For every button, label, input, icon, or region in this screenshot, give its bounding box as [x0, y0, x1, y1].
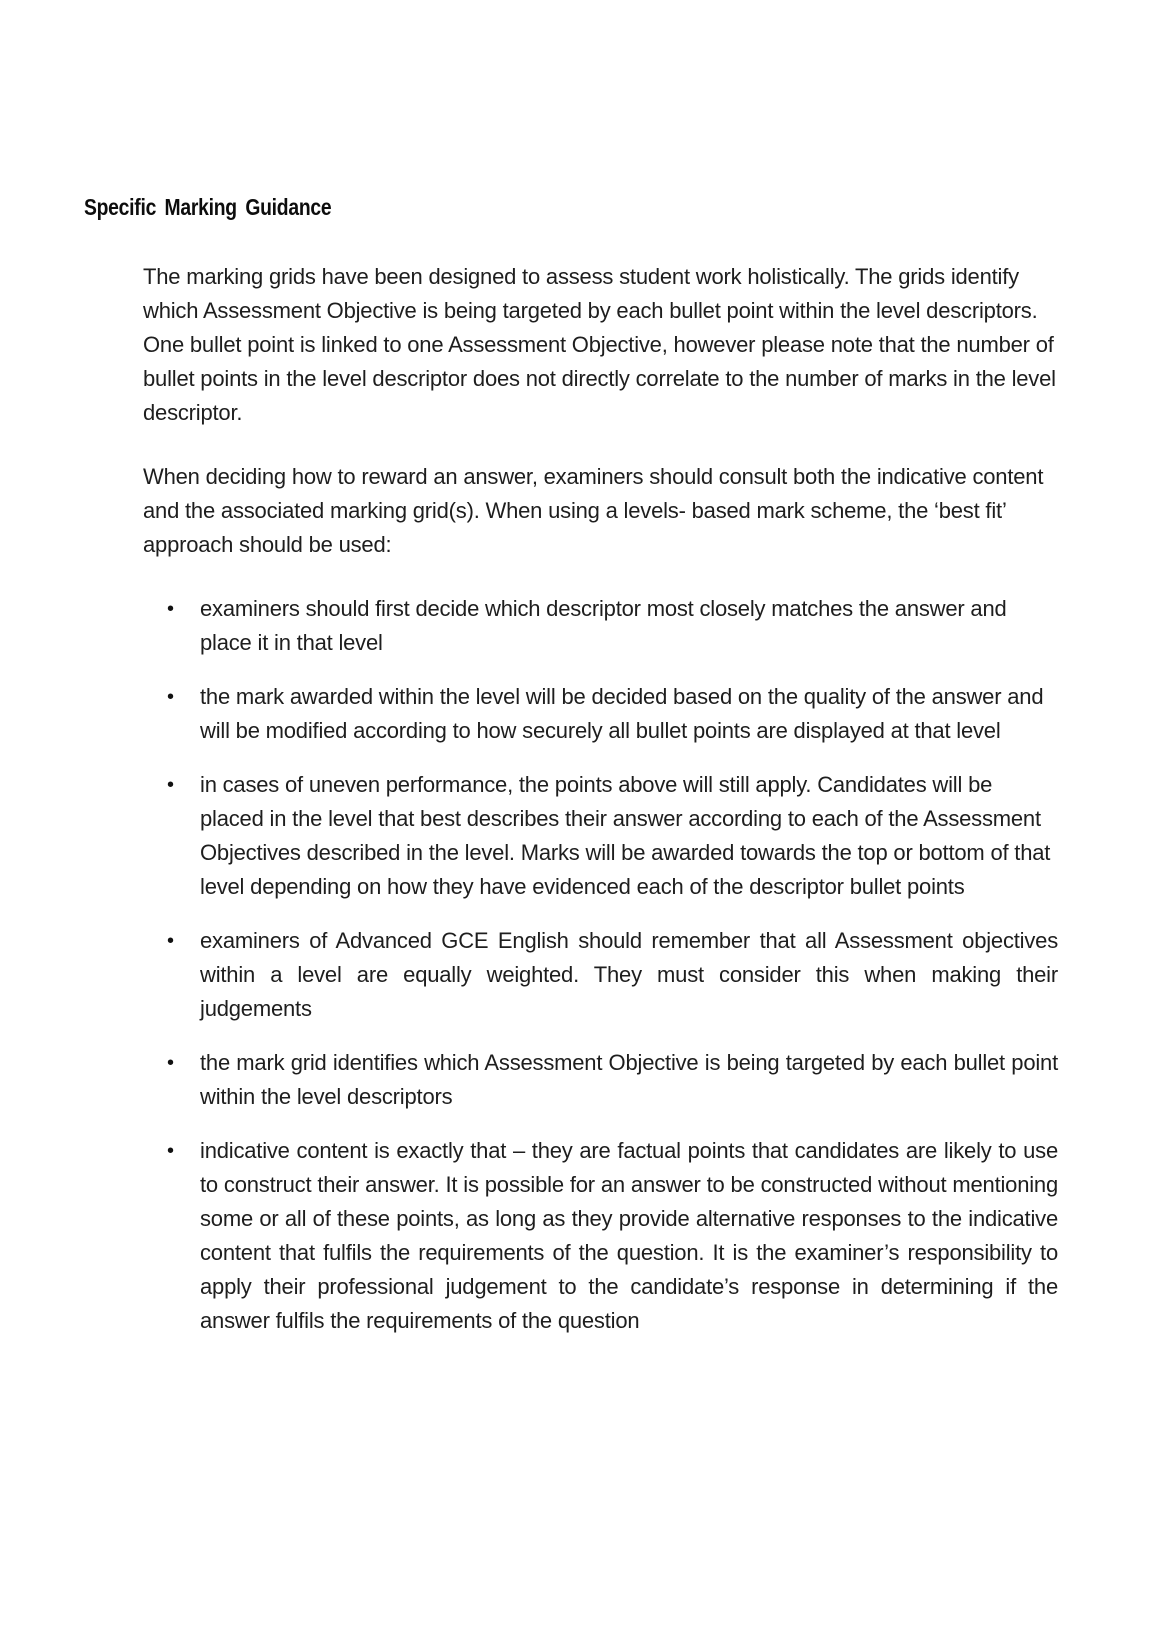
bullet-icon: •	[167, 598, 174, 620]
list-item-text: examiners of Advanced GCE English should remember that all Assessment objectives within a level are equally weighted. They must consider this when making their judgements	[200, 928, 1058, 1021]
bullet-icon: •	[167, 1052, 174, 1074]
paragraph-best-fit: When deciding how to reward an answer, examiners should consult both the indicative content and the associated marking grid(s). When using a levels- based mark scheme, the ‘best fit’ approach should be used:	[143, 464, 1044, 557]
list-item	[167, 680, 1058, 748]
bullet-icon: •	[167, 774, 174, 796]
list-item	[167, 592, 1058, 660]
paragraph-marking-grids: The marking grids have been designed to assess student work holistically. The grids identify which Assessment Objective is being targeted by each bullet point within the level descriptors. One bullet point is linked to one Assessment Objective, however please note that the number of bullet points in the level descriptor does not directly correlate to the number of marks in the level descriptor.	[143, 264, 1056, 425]
list-item	[167, 1134, 1058, 1338]
list-item-text: examiners should first decide which descriptor most closely matches the answer and place it in that level	[200, 596, 1007, 655]
list-item	[167, 924, 1058, 1026]
bullet-icon: •	[167, 930, 174, 952]
list-item-text: the mark grid identifies which Assessment Objective is being targeted by each bullet point within the level descriptors	[200, 1050, 1058, 1109]
list-item-text: the mark awarded within the level will be decided based on the quality of the answer and will be modified according to how securely all bullet points are displayed at that level	[200, 684, 1044, 743]
list-item-text: indicative content is exactly that – they are factual points that candidates are likely to use to construct their answer. It is possible for an answer to be constructed without mentioning some or all of these points, as long as they provide alternative responses to the indicative content that fulfils the requirements of the question. It is the examiner’s responsibility to apply their professional judgement to the candidate’s response in determining if the answer fulfils the requirements of the question	[200, 1138, 1058, 1333]
list-item	[167, 1046, 1058, 1114]
list-item-text: in cases of uneven performance, the points above will still apply. Candidates will be placed in the level that best describes their answer according to each of the Assessment Objectives described in the level. Marks will be awarded towards the top or bottom of that level depending on how they have evidenced each of the descriptor bullet points	[200, 772, 1051, 899]
page-title: Specific Marking Guidance	[84, 194, 332, 220]
list-item	[167, 768, 1058, 904]
guidance-bullet-list	[167, 592, 1060, 1338]
bullet-icon: •	[167, 1140, 174, 1162]
bullet-icon: •	[167, 686, 174, 708]
